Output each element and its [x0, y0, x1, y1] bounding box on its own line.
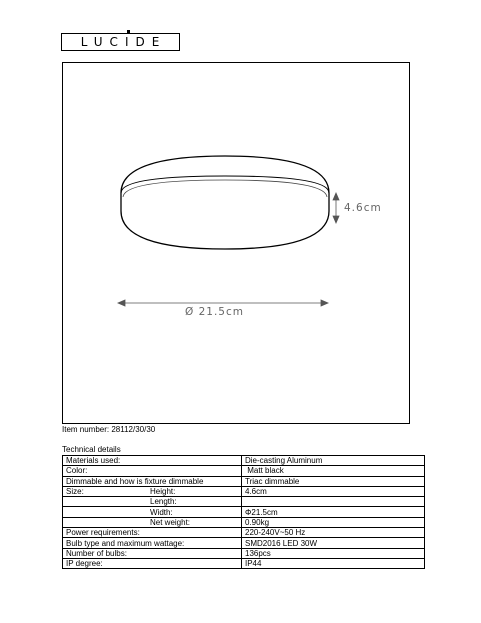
net-weight-label-cell: [63, 517, 242, 527]
table-row: [63, 538, 425, 548]
dimmable-label: Dimmable and how is fixture dimmable: [63, 476, 242, 486]
ip-value: IP44: [242, 558, 425, 568]
dimmable-value: Triac dimmable: [242, 476, 425, 486]
table-row: [63, 528, 425, 538]
logo-text-right: DE: [135, 35, 167, 49]
item-number: Item number: 28112/30/30: [62, 425, 156, 434]
height-arrow-top: [333, 193, 339, 200]
length-value: [242, 497, 425, 507]
table-row: [63, 507, 425, 517]
width-value: Φ21.5cm: [242, 507, 425, 517]
table-row: [63, 456, 425, 466]
height-label: Height:: [150, 487, 176, 497]
product-drawing-frame: [62, 62, 410, 424]
table-row: [63, 466, 425, 476]
height-dimension-label: 4.6cm: [344, 202, 382, 214]
net-weight-label: Net weight:: [150, 517, 191, 527]
color-label: Color:: [63, 466, 242, 476]
width-label: Width:: [150, 507, 173, 517]
fixture-top-rim: [121, 176, 329, 193]
color-value: Matt black: [242, 466, 425, 476]
product-drawing: [63, 63, 411, 425]
table-row: [63, 517, 425, 527]
fixture-body: [121, 156, 329, 249]
height-arrow-bottom: [333, 216, 339, 223]
length-label-cell: [63, 497, 242, 507]
width-label-cell: [63, 507, 242, 517]
fixture-rim-inner: [123, 180, 327, 197]
logo-letter-i: I: [125, 34, 136, 50]
diameter-dimension-label: Ø 21.5cm: [185, 306, 244, 318]
table-row: [63, 558, 425, 568]
technical-details-table: [62, 455, 425, 569]
lucide-logo: [61, 33, 180, 51]
power-value: 220-240V~50 Hz: [242, 528, 425, 538]
size-label: Size:: [66, 487, 84, 497]
length-label: Length:: [150, 497, 177, 507]
height-value: 4.6cm: [242, 486, 425, 496]
bulb-label: Bulb type and maximum wattage:: [63, 538, 242, 548]
logo-text-left: LUC: [80, 35, 125, 49]
diameter-arrow-left: [118, 300, 125, 306]
number-bulbs-label: Number of bulbs:: [63, 548, 242, 558]
ip-label: IP degree:: [63, 558, 242, 568]
table-row: [63, 476, 425, 486]
bulb-value: SMD2016 LED 30W: [242, 538, 425, 548]
diameter-arrow-right: [321, 300, 328, 306]
table-row: [63, 548, 425, 558]
table-row: [63, 486, 425, 496]
power-label: Power requirements:: [63, 528, 242, 538]
logo-i-square-mark: [127, 30, 130, 33]
size-height-label: [63, 486, 242, 496]
number-bulbs-value: 136pcs: [242, 548, 425, 558]
materials-label: Materials used:: [63, 456, 242, 466]
net-weight-value: 0.90kg: [242, 517, 425, 527]
technical-details-title: Technical details: [62, 445, 121, 454]
materials-value: Die-casting Aluminum: [242, 456, 425, 466]
table-row: [63, 497, 425, 507]
